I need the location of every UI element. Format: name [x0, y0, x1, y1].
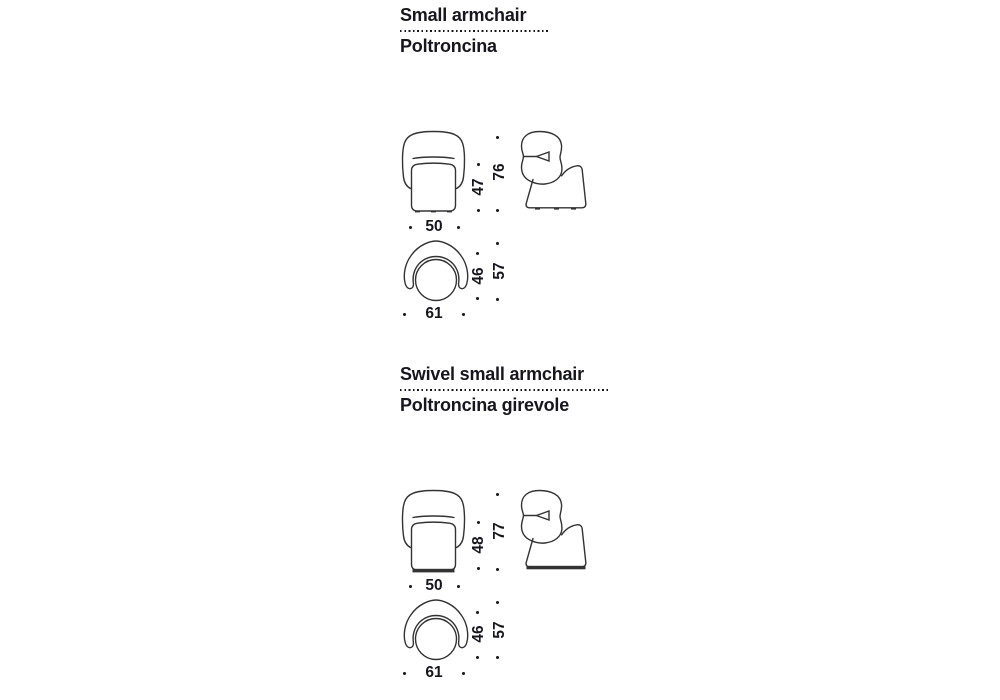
dimension-dot	[496, 493, 499, 496]
section-title-en: Small armchair	[400, 5, 527, 25]
dimension-dot	[457, 585, 460, 588]
dim-seat-depth: 46	[470, 625, 487, 643]
dim-total-depth: 57	[491, 621, 508, 639]
dim-seat-depth: 46	[470, 267, 487, 285]
dimension-dot	[477, 521, 480, 524]
dimension-dot	[462, 672, 465, 675]
title-dotted-divider	[400, 389, 608, 391]
front-view-drawing	[401, 488, 466, 573]
dimension-dot	[476, 656, 479, 659]
dim-total-depth: 57	[491, 262, 508, 280]
side-view-drawing	[519, 488, 587, 572]
top-view-drawing	[399, 598, 473, 661]
swivel-marker-triangle-icon	[537, 511, 550, 520]
section-title-en: Swivel small armchair	[400, 364, 584, 384]
dim-seat-height: 48	[470, 536, 487, 554]
dimension-dot	[409, 585, 412, 588]
dim-front-width: 50	[425, 218, 443, 235]
dimension-dot	[477, 567, 480, 570]
dimension-dot	[476, 611, 479, 614]
swivel-base-bar	[413, 569, 455, 573]
dimension-dot	[496, 601, 499, 604]
dim-total-width: 61	[425, 664, 443, 681]
dim-total-width: 61	[425, 305, 443, 322]
section-title-it: Poltroncina	[400, 36, 497, 56]
dim-total-height: 76	[491, 163, 508, 181]
dimension-dot	[496, 568, 499, 571]
section-title-it: Poltroncina girevole	[400, 395, 570, 415]
dim-seat-height: 47	[470, 178, 487, 196]
dim-front-width: 50	[425, 577, 443, 594]
dimension-dot	[496, 656, 499, 659]
dimension-dot	[403, 672, 406, 675]
dim-total-height: 77	[491, 522, 508, 540]
swivel-base-bar	[527, 566, 586, 570]
